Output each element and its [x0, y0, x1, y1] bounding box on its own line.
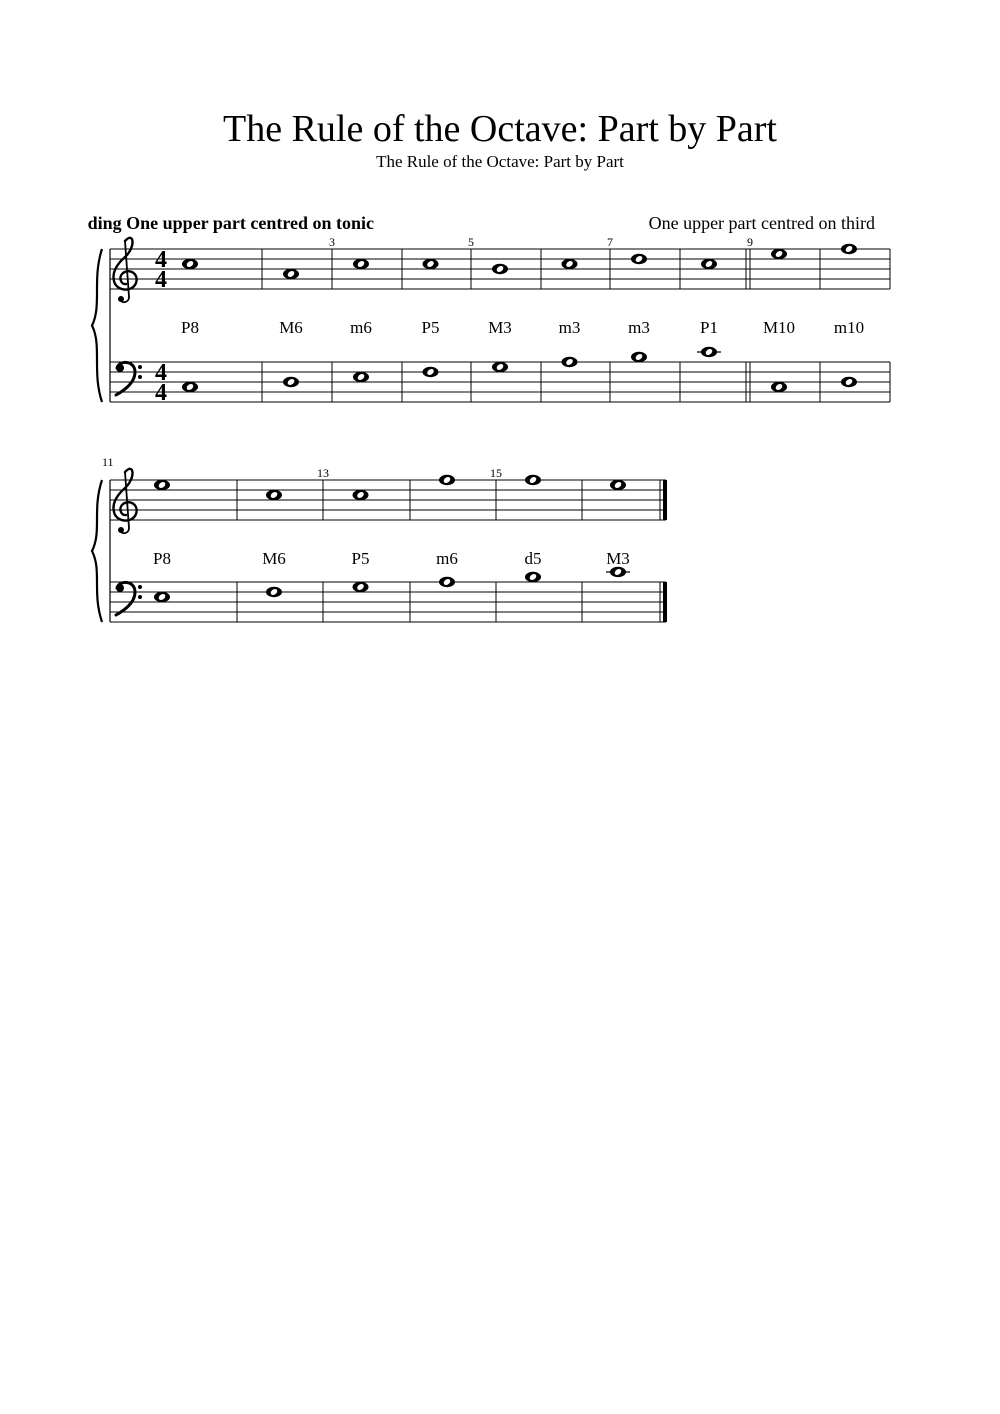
treble-note	[353, 259, 369, 269]
time-signature-beats: 4	[155, 360, 167, 386]
clef-dot	[118, 527, 124, 533]
bass-note	[266, 587, 282, 597]
treble-note	[182, 259, 198, 269]
treble-note	[771, 249, 787, 259]
measure-number: 9	[747, 235, 753, 249]
bass-note	[439, 577, 455, 587]
final-barline-thick	[663, 480, 667, 520]
bass-staff	[110, 582, 666, 622]
time-signature-beats: 4	[155, 247, 167, 273]
interval-label: P8	[181, 318, 199, 337]
interval-label: P1	[700, 318, 718, 337]
time-signature-beat-type: 4	[155, 267, 167, 293]
measure-number: 15	[490, 466, 502, 480]
interval-label: M10	[762, 318, 796, 337]
brace-icon	[92, 249, 102, 402]
interval-label: d5	[524, 549, 542, 568]
section-heading: One upper part centred on third	[648, 213, 875, 233]
treble-note	[492, 264, 508, 274]
clef-dot	[118, 296, 124, 302]
treble-note	[283, 269, 299, 279]
interval-label: P5	[421, 318, 440, 337]
page-subtitle: The Rule of the Octave: Part by Part	[376, 152, 624, 171]
bass-note	[606, 567, 630, 577]
treble-note	[423, 259, 439, 269]
bass-note	[697, 347, 721, 357]
interval-label: P8	[153, 549, 171, 568]
bass-note	[353, 582, 369, 592]
treble-note	[631, 254, 647, 264]
measure-number: 7	[607, 235, 613, 249]
page-title: The Rule of the Octave: Part by Part	[222, 108, 777, 150]
final-barline-thick	[663, 582, 667, 622]
clef-dot-upper	[138, 365, 142, 369]
treble-note	[266, 490, 282, 500]
clef-dot-lower	[138, 375, 142, 379]
bass-note	[154, 592, 170, 602]
bass-note	[283, 377, 299, 387]
treble-note	[562, 259, 578, 269]
bass-note	[353, 372, 369, 382]
interval-label: M3	[488, 318, 512, 337]
bass-note	[841, 377, 857, 387]
interval-label: m3	[558, 318, 581, 337]
bass-note	[771, 382, 787, 392]
bass-note	[631, 352, 647, 362]
bass-note	[182, 382, 198, 392]
treble-note	[701, 259, 717, 269]
treble-note	[525, 475, 541, 485]
interval-label: m3	[628, 318, 650, 337]
interval-label: M3	[606, 549, 630, 568]
bass-note	[562, 357, 578, 367]
treble-note	[841, 244, 857, 254]
interval-label: M6	[279, 318, 303, 337]
clef-dot	[116, 364, 124, 372]
bass-note	[525, 572, 541, 582]
interval-label: m6	[436, 549, 458, 568]
treble-clef-icon	[113, 469, 136, 533]
interval-label: P5	[351, 549, 370, 568]
measure-number: 3	[329, 235, 335, 249]
treble-clef-icon	[113, 238, 136, 302]
measure-number: 5	[468, 235, 474, 249]
bass-note	[423, 367, 439, 377]
interval-label: M6	[262, 549, 286, 568]
section-heading: ding One upper part centred on tonic	[87, 213, 374, 233]
treble-staff	[110, 480, 666, 520]
brace-icon	[92, 480, 102, 622]
time-signature-beat-type: 4	[155, 380, 167, 406]
system-measure-number: 11	[102, 455, 114, 469]
treble-note	[610, 480, 626, 490]
clef-dot-lower	[138, 595, 142, 599]
bass-note	[492, 362, 508, 372]
treble-note	[439, 475, 455, 485]
treble-note	[154, 480, 170, 490]
clef-dot	[116, 584, 124, 592]
interval-label: m6	[350, 318, 372, 337]
treble-note	[353, 490, 369, 500]
bass-clef-icon	[116, 582, 142, 615]
measure-number: 13	[317, 466, 329, 480]
interval-label: m10	[833, 318, 865, 337]
bass-clef-icon	[116, 362, 142, 395]
clef-dot-upper	[138, 585, 142, 589]
